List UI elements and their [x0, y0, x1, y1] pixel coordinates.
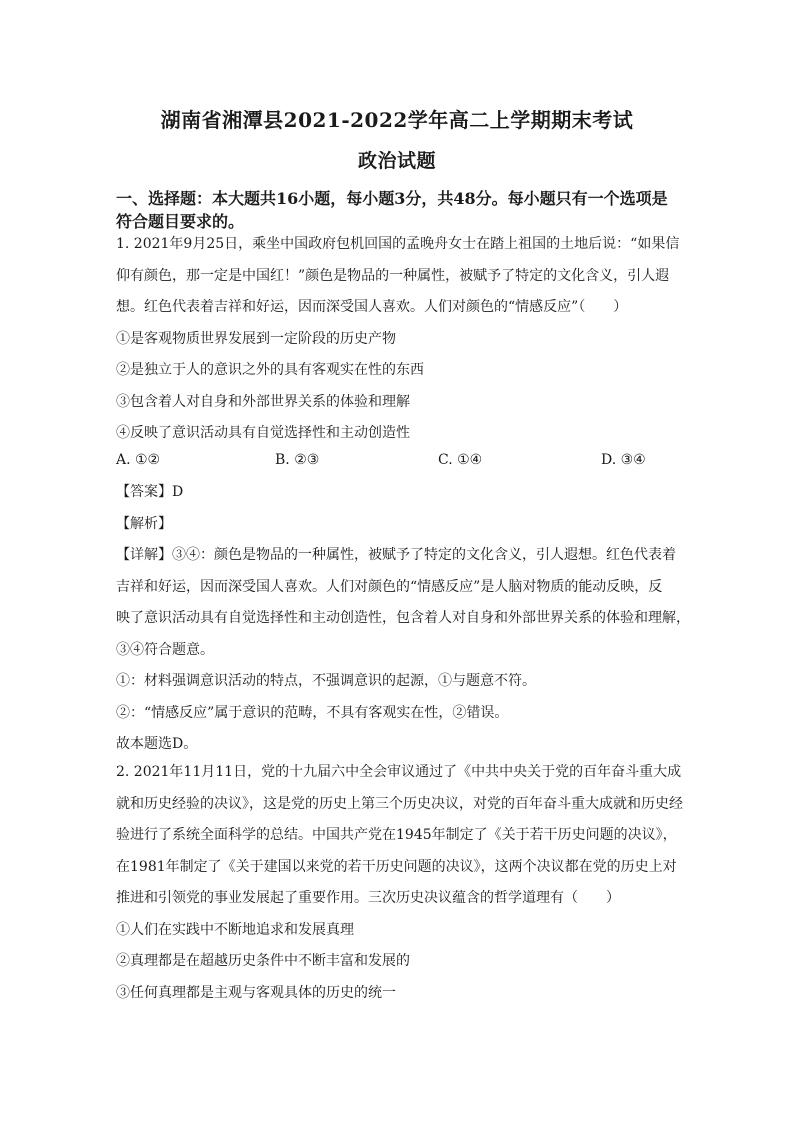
analysis-line: 映了意识活动具有自觉选择性和主动创造性，包含着人对自身和外部世界关系的体验和理解，	[116, 610, 690, 626]
section-heading-line: 符合题目要求的。	[116, 212, 245, 231]
analysis-line: ①：材料强调意识活动的特点，不强调意识的起源，①与题意不符。	[116, 673, 536, 689]
analysis-line: ③④符合题意。	[116, 641, 214, 658]
question-1-stem-line: 1. 2021年9月25日，乘坐中国政府包机回国的孟晚舟女士在踏上祖国的土地后说：“如果信	[116, 236, 680, 252]
page-subtitle: 政治试题	[357, 150, 436, 172]
option-a: A. ①②	[116, 452, 161, 468]
analysis-line: 故本题选D。	[116, 736, 198, 752]
question-2-stem-line: 在1981年制定了《关于建国以来党的若干历史问题的决议》，这两个决议都在党的历史上对	[116, 858, 677, 875]
analysis-label: 【解析】	[116, 515, 172, 532]
question-1-statement: ④反映了意识活动具有自觉选择性和主动创造性	[116, 425, 410, 441]
question-2-stem-line: 验进行了系统全面科学的总结。中国共产党在1945年制定了《关于若干历史问题的决议》，	[116, 827, 677, 843]
answer-label: 【答案】D	[116, 484, 184, 500]
question-2-statement: ②真理都是在超越历史条件中不断丰富和发展的	[116, 953, 410, 969]
question-1	[116, 229, 688, 450]
question-1-statement: ②是独立于人的意识之外的具有客观实在性的东西	[116, 362, 424, 378]
question-1-statement: ①是客观物质世界发展到一定阶段的历史产物	[116, 330, 396, 347]
section-heading	[116, 187, 686, 233]
question-2-statement: ③任何真理都是主观与客观具体的历史的统一	[116, 984, 396, 1001]
question-1-stem-line: 仰有颜色，那一定是中国红！”颜色是物品的一种属性，被赋予了特定的文化含义，引人遐	[116, 267, 670, 284]
question-2-stem-line: 2. 2021年11月11日，党的十九届六中全会审议通过了《中共中央关于党的百年奋斗重大成	[116, 764, 682, 780]
question-2-stem-line: 就和历史经验的决议》，这是党的历史上第三个历史决议，对党的百年奋斗重大成就和历史经	[116, 795, 683, 812]
question-1-statement: ③包含着人对自身和外部世界关系的体验和理解	[116, 393, 410, 410]
question-2	[116, 757, 688, 1009]
section-heading-line: 一、选择题：本大题共16小题，每小题3分，共48分。每小题只有一个选项是	[116, 189, 668, 208]
option-d: D. ③④	[601, 452, 646, 468]
option-c: C. ①④	[438, 452, 483, 468]
analysis-line: 【详解】③④：颜色是物品的一种属性，被赋予了特定的文化含义，引人遐想。红色代表着	[116, 547, 676, 563]
option-b: B. ②③	[275, 452, 320, 468]
analysis-line: 吉祥和好运，因而深受国人喜欢。人们对颜色的“情感反应”是人脑对物质的能动反映，反	[116, 578, 663, 595]
page-title: 湖南省湘潭县2021-2022学年高二上学期期末考试	[160, 108, 634, 132]
question-1-solution	[116, 477, 688, 761]
question-2-statement: ①人们在实践中不断地追求和发展真理	[116, 921, 354, 938]
question-2-stem-line: 推进和引领党的事业发展起了重要作用。三次历史决议蕴含的哲学道理有（ ）	[116, 890, 620, 906]
question-1-stem-line: 想。红色代表着吉祥和好运，因而深受国人喜欢。人们对颜色的“情感反应”（ ）	[116, 299, 628, 315]
analysis-line: ②：“情感反应”属于意识的范畴，不具有客观实在性，②错误。	[116, 704, 509, 721]
